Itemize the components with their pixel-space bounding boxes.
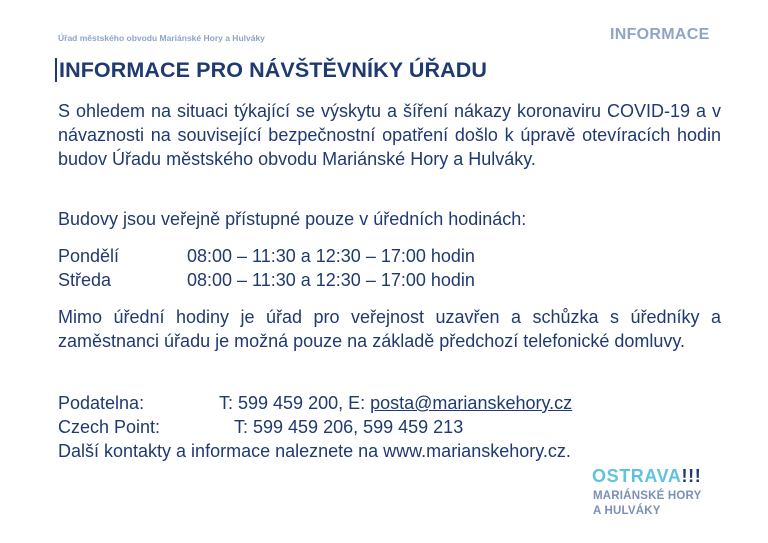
closed-hours-paragraph: Mimo úřední hodiny je úřad pro veřejnost uzavřen a schůzka s úředníky a zaměstnanci úřadu je možná pouze na základě předchozí telefonické domluvy. — [58, 307, 721, 351]
text-cursor — [55, 58, 57, 82]
logo-city: OSTRAVA — [592, 466, 682, 486]
podatelna-phone: T: 599 459 200, E: — [219, 393, 371, 413]
hours-day: Pondělí — [58, 246, 120, 266]
podatelna-label: Podatelna: — [58, 393, 145, 413]
czechpoint-label: Czech Point: — [58, 417, 161, 437]
hours-day: Středa — [58, 270, 112, 290]
hours-time: 08:00 – 11:30 a 12:30 – 17:00 hodin — [187, 270, 475, 290]
email-link[interactable]: posta@marianskehory.cz — [370, 393, 573, 413]
more-info-text: Další kontakty a informace naleznete na www.marianskehory.cz. — [58, 441, 571, 461]
page-title: INFORMACE PRO NÁVŠTĚVNÍKY ÚŘADU — [59, 58, 487, 82]
office-header: Úřad městského obvodu Mariánské Hory a Hulváky — [58, 33, 265, 43]
hours-row-monday — [58, 244, 475, 268]
podatelna-contact — [219, 391, 572, 415]
section-label: INFORMACE — [610, 26, 710, 43]
czechpoint-phone: T: 599 459 206, 599 459 213 — [234, 417, 464, 437]
contact-podatelna — [58, 391, 573, 415]
hours-intro-paragraph: Budovy jsou veřejně přístupné pouze v úředních hodinách: — [58, 209, 527, 229]
logo-exclaim: !!! — [681, 466, 702, 486]
ostrava-logo — [592, 466, 701, 487]
hours-time: 08:00 – 11:30 a 12:30 – 17:00 hodin — [187, 246, 475, 266]
intro-paragraph: S ohledem na situaci týkající se výskytu a šíření nákazy koronaviru COVID-19 a v návaznosti na související bezpečnostní opatření došlo k úpravě otevíracích hodin budov Úřadu městského obvodu Mariánské Hory a Hulváky. — [58, 101, 721, 169]
contact-czechpoint — [58, 415, 464, 439]
logo-district-line2: A HULVÁKY — [593, 505, 661, 517]
logo-district-line1: MARIÁNSKÉ HORY — [593, 490, 702, 502]
hours-row-wednesday — [58, 268, 475, 292]
